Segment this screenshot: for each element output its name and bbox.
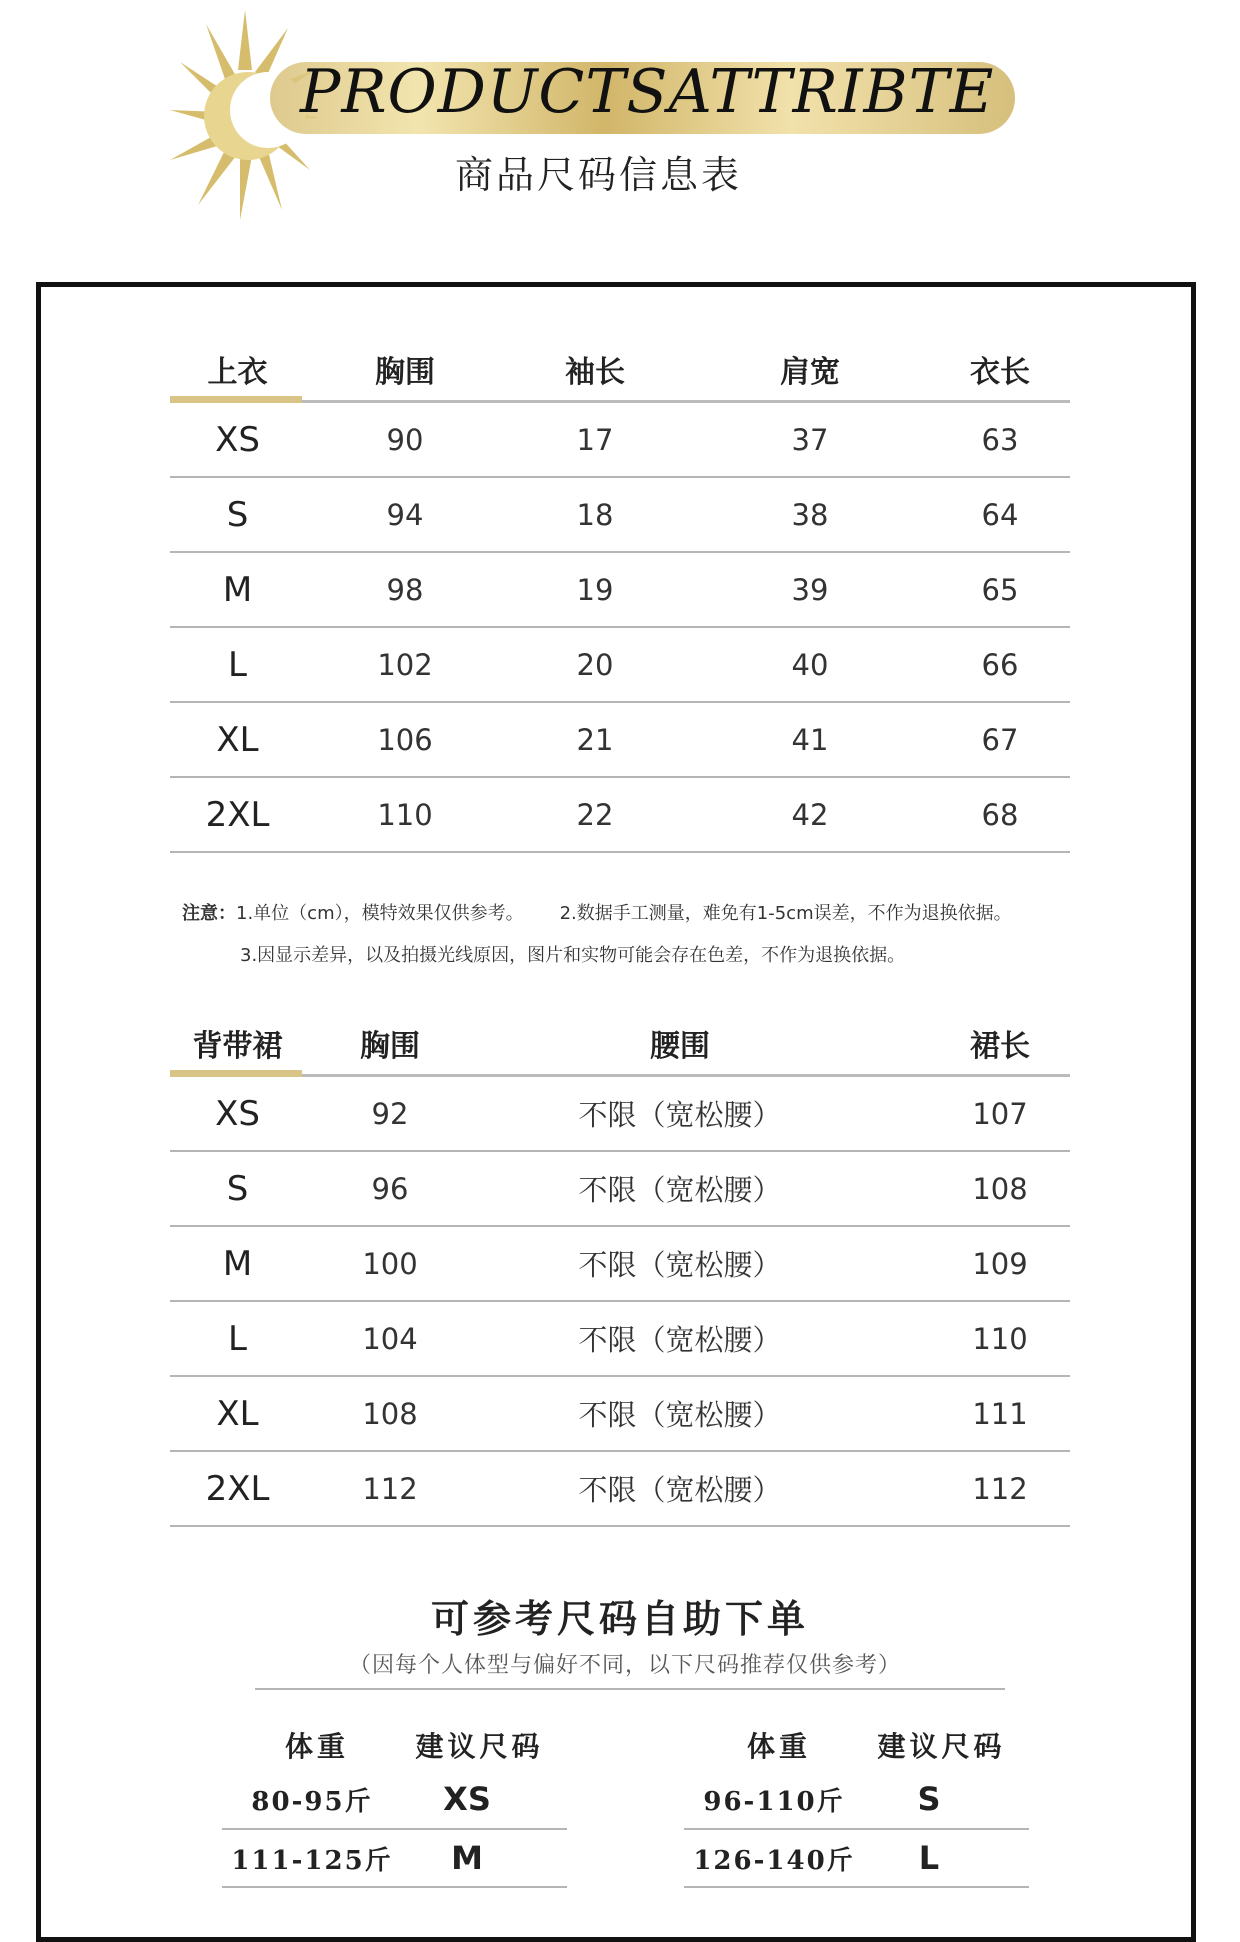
divider (255, 1688, 1005, 1690)
column-header: 袖长 (565, 355, 625, 390)
table-row (170, 1302, 1070, 1377)
value-cell: 104 (362, 1321, 418, 1356)
size-cell: M (222, 1243, 253, 1284)
column-header: 胸围 (375, 355, 435, 390)
value-cell: 111 (972, 1396, 1028, 1431)
value-cell: 41 (791, 722, 829, 757)
column-header: 体重 (746, 1730, 811, 1763)
table-row (170, 778, 1070, 853)
value-cell: 19 (576, 572, 614, 607)
value-cell: 98 (386, 572, 424, 607)
column-header: 建议尺码 (877, 1730, 1006, 1763)
recommend-table-left (222, 1720, 567, 1888)
notes-line-1 (182, 893, 1082, 935)
size-cell: XL (216, 1393, 259, 1434)
value-cell: 不限（宽松腰） (578, 1098, 782, 1132)
value-cell: 100 (362, 1246, 418, 1281)
value-cell: 94 (386, 497, 424, 532)
notes-label: 注意： (182, 903, 236, 924)
weight-cell: 111-125斤 (231, 1845, 393, 1876)
notes-line-2 (182, 935, 1082, 977)
weight-cell: 96-110斤 (703, 1786, 845, 1817)
weight-cell: 126-140斤 (693, 1845, 855, 1876)
notes (182, 893, 1082, 977)
size-cell: 2XL (205, 1468, 270, 1509)
value-cell: 65 (981, 572, 1019, 607)
size-cell: XL (216, 719, 259, 760)
table-header (170, 1012, 1070, 1077)
column-header: 衣长 (970, 355, 1030, 390)
size-cell: XS (215, 419, 260, 460)
column-header: 建议尺码 (415, 1730, 544, 1763)
value-cell: 不限（宽松腰） (578, 1398, 782, 1432)
value-cell: 66 (981, 647, 1019, 682)
value-cell: 39 (791, 572, 829, 607)
dress-size-table (170, 1012, 1070, 1527)
value-cell: 109 (972, 1246, 1028, 1281)
value-cell: 22 (576, 797, 614, 832)
recommend-header (684, 1720, 1029, 1770)
value-cell: 40 (791, 647, 829, 682)
table-row (170, 1227, 1070, 1302)
table-row (170, 628, 1070, 703)
value-cell: 110 (972, 1321, 1028, 1356)
value-cell: 不限（宽松腰） (578, 1323, 782, 1357)
note-item: 3.因显示差异，以及拍摄光线原因，图片和实物可能会存在色差，不作为退换依据。 (240, 945, 906, 966)
table-row (170, 1452, 1070, 1527)
column-header: 体重 (284, 1730, 349, 1763)
size-cell: S (226, 494, 249, 535)
value-cell: 不限（宽松腰） (578, 1173, 782, 1207)
value-cell: 112 (972, 1471, 1028, 1506)
recommend-subtitle: （因每个人体型与偏好不同，以下尺码推荐仅供参考） (348, 1653, 901, 1678)
note-item: 1.单位（cm），模特效果仅供参考。 (236, 903, 524, 924)
value-cell: 37 (791, 422, 829, 457)
value-cell: 106 (377, 722, 433, 757)
size-cell: XS (443, 1780, 491, 1818)
column-header: 胸围 (360, 1029, 420, 1064)
page-header (0, 0, 1240, 230)
table-row (170, 1152, 1070, 1227)
value-cell: 64 (981, 497, 1019, 532)
column-header: 裙长 (970, 1029, 1030, 1064)
column-header: 背带裙 (192, 1029, 283, 1064)
size-cell: 2XL (205, 794, 270, 835)
recommend-row (222, 1830, 567, 1888)
size-cell: L (228, 1318, 247, 1359)
value-cell: 112 (362, 1471, 418, 1506)
value-cell: 108 (362, 1396, 418, 1431)
value-cell: 68 (981, 797, 1019, 832)
size-cell: M (451, 1839, 483, 1877)
recommend-title: 可参考尺码自助下单 (430, 1597, 809, 1641)
value-cell: 20 (576, 647, 614, 682)
recommend-table-right (684, 1720, 1029, 1888)
recommend-header (222, 1720, 567, 1770)
note-item: 2.数据手工测量，难免有1-5cm误差，不作为退换依据。 (559, 903, 1012, 924)
table-row (170, 553, 1070, 628)
value-cell: 102 (377, 647, 433, 682)
value-cell: 38 (791, 497, 829, 532)
column-header: 腰围 (650, 1029, 710, 1064)
value-cell: 21 (576, 722, 614, 757)
column-header: 肩宽 (780, 355, 840, 390)
size-cell: L (228, 644, 247, 685)
value-cell: 18 (576, 497, 614, 532)
top-size-table (170, 338, 1070, 853)
value-cell: 67 (981, 722, 1019, 757)
value-cell: 96 (371, 1171, 409, 1206)
recommend-row (222, 1770, 567, 1830)
size-cell: XS (215, 1093, 260, 1134)
table-header (170, 338, 1070, 403)
table-row (170, 1077, 1070, 1152)
table-row (170, 703, 1070, 778)
brand-title: PRODUCTSATTRIBTE (300, 57, 995, 127)
table-row (170, 478, 1070, 553)
weight-cell: 80-95斤 (251, 1786, 373, 1817)
size-cell: M (222, 569, 253, 610)
table-row (170, 1377, 1070, 1452)
size-cell: S (226, 1168, 249, 1209)
column-header: 上衣 (207, 355, 268, 390)
value-cell: 不限（宽松腰） (578, 1473, 782, 1507)
value-cell: 92 (371, 1096, 409, 1131)
page-subtitle: 商品尺码信息表 (455, 153, 743, 197)
value-cell: 不限（宽松腰） (578, 1248, 782, 1282)
size-cell: S (917, 1780, 941, 1818)
value-cell: 90 (386, 422, 424, 457)
value-cell: 42 (791, 797, 829, 832)
recommend-row (684, 1770, 1029, 1830)
value-cell: 110 (377, 797, 433, 832)
value-cell: 108 (972, 1171, 1028, 1206)
table-row (170, 403, 1070, 478)
value-cell: 63 (981, 422, 1019, 457)
value-cell: 107 (972, 1096, 1028, 1131)
recommend-row (684, 1830, 1029, 1888)
value-cell: 17 (576, 422, 614, 457)
size-cell: L (918, 1839, 940, 1877)
